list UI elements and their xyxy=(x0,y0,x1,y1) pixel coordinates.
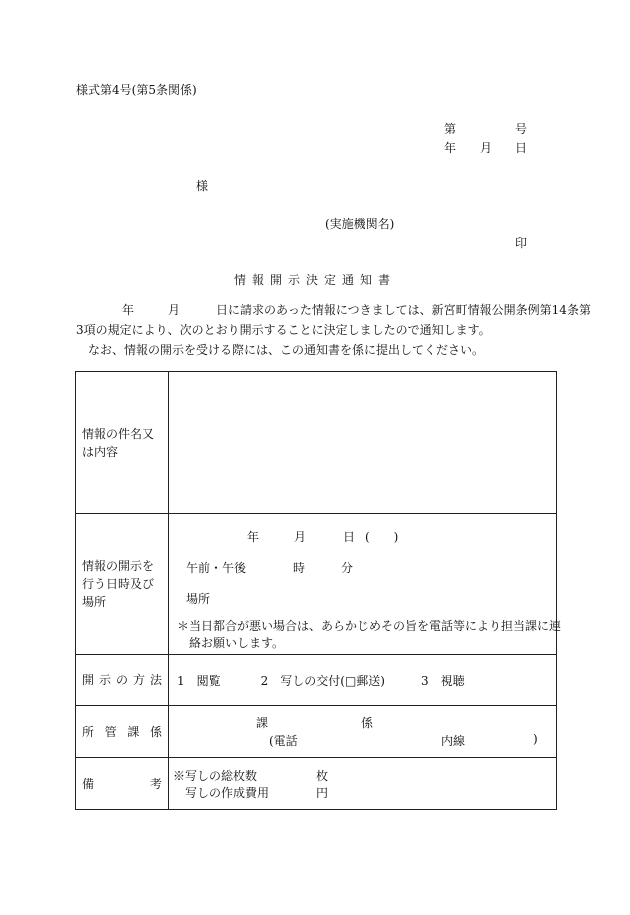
method-copy: 2 写しの交付(□郵送) xyxy=(260,673,385,688)
cost-label: 写しの作成費用 xyxy=(185,785,270,800)
disclosure-table xyxy=(75,371,562,810)
extension-label: 内線 xyxy=(441,733,466,748)
body-line-1 xyxy=(76,300,591,320)
document-number-label: 第 xyxy=(444,122,457,136)
schedule-note xyxy=(177,618,562,652)
body-line-2: 3項の規定により、次のとおり開示することに決定しましたので通知します。 xyxy=(76,323,491,337)
department-field xyxy=(169,706,557,758)
document-title: 情報開示決定通知書 xyxy=(233,273,396,287)
body-text xyxy=(76,300,591,360)
info-subject-label: 情報の件名又は内容 xyxy=(76,372,169,514)
phone-close: ) xyxy=(533,731,538,746)
datetime-place-field xyxy=(169,514,562,655)
method-options xyxy=(169,655,557,706)
form-number: 様式第4号(第5条関係) xyxy=(76,83,197,97)
method-label xyxy=(76,655,169,706)
phone-label: (電話 xyxy=(269,733,298,748)
document-number-suffix: 号 xyxy=(515,122,528,136)
department-label xyxy=(76,706,169,758)
copies-label: ※写しの総枚数 xyxy=(173,768,258,783)
place-label: 場所 xyxy=(186,592,211,606)
ampm-label: 午前・午後 xyxy=(186,561,247,575)
info-subject-field xyxy=(169,372,557,514)
date-day: 日 xyxy=(515,141,528,155)
body-line-1-text: 日に請求のあった情報につきましては、新宮町情報公開条例第14条第 xyxy=(216,303,591,317)
body-year: 年 xyxy=(122,303,135,317)
section-label: 課 xyxy=(256,715,269,730)
body-line-3: なお、情報の開示を受ける際には、この通知書を係に提出してください。 xyxy=(88,343,485,357)
date-month: 月 xyxy=(480,141,493,155)
unit-label: 係 xyxy=(361,715,374,730)
remarks-label xyxy=(76,758,169,810)
date-day-label: 日 xyxy=(343,530,356,544)
department-label-text: 所 管 課 係 xyxy=(82,724,162,739)
seal-mark: 印 xyxy=(515,236,528,250)
table-row xyxy=(76,655,557,706)
method-watch: 3 視聴 xyxy=(420,673,465,688)
datetime-place-label: 情報の開示を行う日時及び場所 xyxy=(76,514,169,655)
method-label-text: 開 示 の 方 法 xyxy=(82,673,162,687)
method-view: 1 閲覧 xyxy=(177,673,221,688)
date-year: 年 xyxy=(444,141,457,155)
table-row xyxy=(76,514,557,655)
cost-unit: 円 xyxy=(316,785,329,800)
copies-unit: 枚 xyxy=(316,768,329,783)
table-row xyxy=(76,372,557,514)
remarks-label-text: 備 考 xyxy=(82,776,162,791)
body-month: 月 xyxy=(168,303,181,317)
table-row xyxy=(76,758,557,810)
remarks-field xyxy=(169,758,557,810)
note-text: 当日都合が悪い場合は、あらかじめその旨を電話等により担当課に連絡お願いします。 xyxy=(189,619,562,650)
note-mark: ＊ xyxy=(177,619,190,633)
addressee-suffix: 様 xyxy=(196,179,209,193)
table-row xyxy=(76,706,557,758)
hour-label: 時 xyxy=(293,561,306,575)
date-year-label: 年 xyxy=(247,530,260,544)
date-weekday: ( ) xyxy=(365,530,399,544)
agency-name: (実施機関名) xyxy=(325,217,395,231)
date-month-label: 月 xyxy=(294,530,307,544)
minute-label: 分 xyxy=(341,561,354,575)
